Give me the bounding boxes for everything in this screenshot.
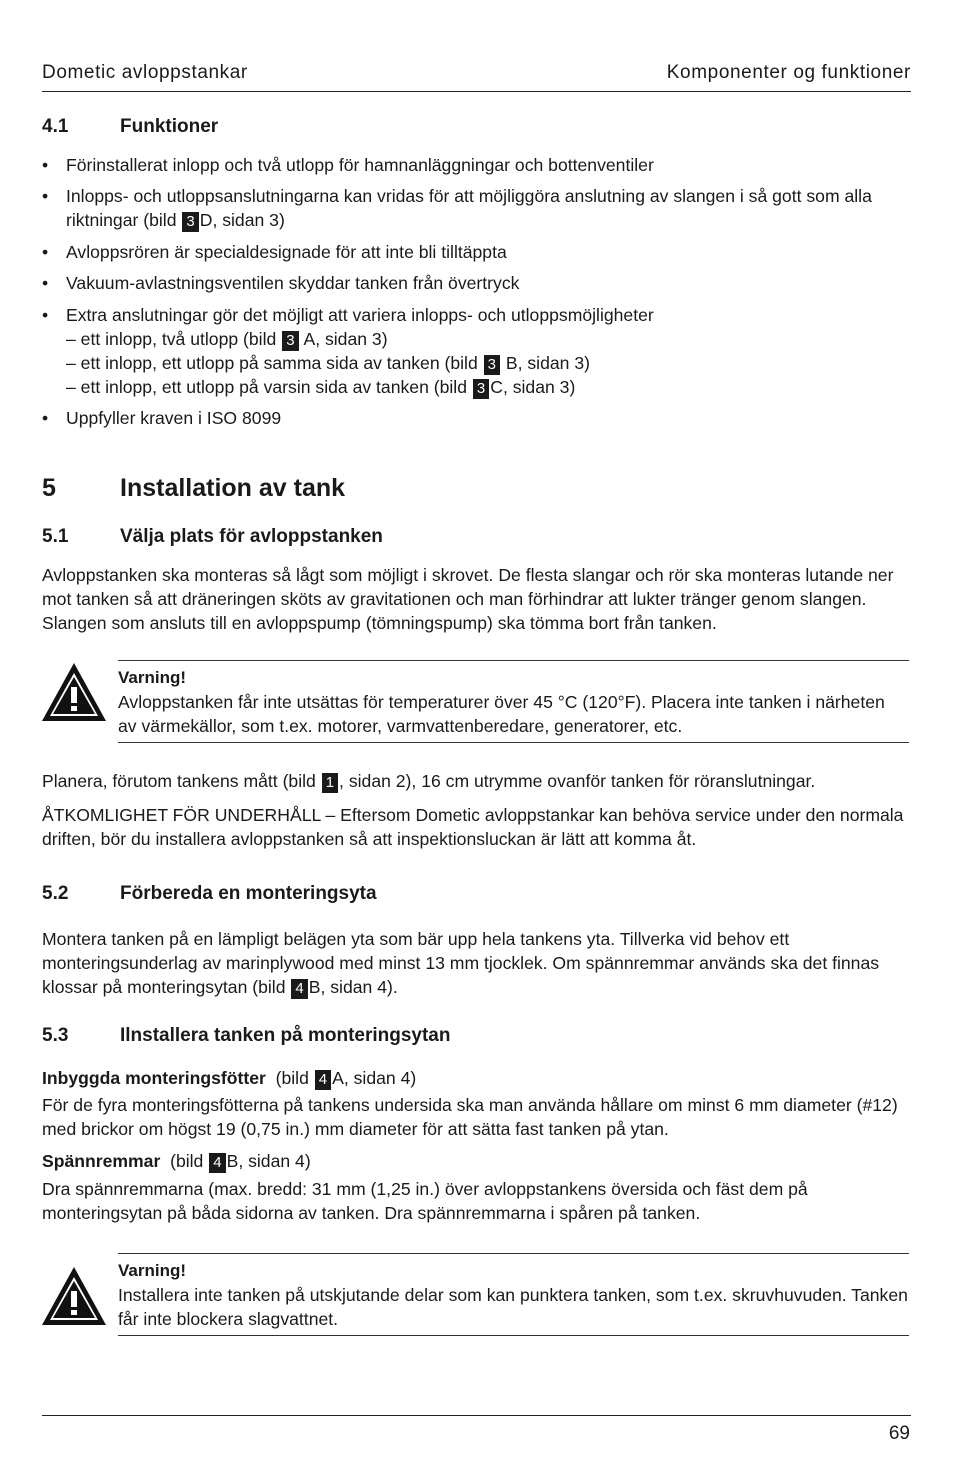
page-number: 69	[888, 1423, 910, 1444]
warning-divider	[118, 1253, 909, 1254]
figure-ref: 4	[209, 1153, 225, 1173]
paragraph: Spännremmar (bild 4 B, sidan 4)	[42, 1151, 311, 1171]
warning-icon	[40, 661, 108, 723]
warning-content	[118, 666, 908, 738]
section-title: Välja plats för avloppstanken	[120, 526, 383, 547]
paragraph: Dra spännremmarna (max. bredd: 31 mm (1,25 in.) över avloppstankens översida och fäst dem på monteringsytan på båda sidorna av tanken. Dra spännremmarna i spåren på tanken.	[42, 1179, 808, 1223]
sub-list-item: – ett inlopp, två utlopp (bild 3 A, sidan 3)	[66, 329, 388, 349]
paragraph: Inbyggda monteringsfötter (bild 4 A, sidan 4)	[42, 1068, 417, 1088]
sub-list-item: – ett inlopp, ett utlopp på samma sida av tanken (bild 3 B, sidan 3)	[66, 353, 590, 373]
header-title: Dometic avloppstankar	[42, 62, 248, 83]
paragraph: Avloppstanken ska monteras så lågt som möjligt i skrovet. De flesta slangar och rör ska monteras lutande ner mot tanken så att dräneringen sköts av gravitationen och man förhindrar att lukter tränger genom slangen. Slangen som ansluts till en avloppspump (tömningspump) ska tömma bort från tanken.	[42, 565, 894, 633]
warning-title: Varning!	[118, 668, 187, 687]
paragraph: För de fyra monteringsfötterna på tankens undersida ska man använda hållare om minst 6 mm diameter (#12) med brickor om högst 19 (0,75 in.) mm diameter för att sätta fast tanken på ytan.	[42, 1095, 898, 1139]
header-divider	[42, 91, 911, 92]
warning-icon	[40, 1265, 108, 1327]
warning-text: Avloppstanken får inte utsättas för temperaturer över 45 °C (120°F). Placera inte tanken i närheten av värmekällor, som t.ex. motorer, varmvattenberedare, generatorer, etc.	[118, 692, 885, 736]
warning-divider	[118, 1335, 909, 1336]
paragraph: Montera tanken på en lämpligt belägen yta som bär upp hela tankens yta. Tillverka vid behov ett monteringsunderlag av marinplywood med minst 13 mm tjocklek. Om spännremmar används ska det finnas klossar på monteringsytan (bild 4 B, sidan 4).	[42, 929, 880, 997]
warning-content	[118, 1259, 908, 1331]
section-title: Förbereda en monteringsyta	[120, 883, 377, 904]
header-section: Komponenter og funktioner	[666, 62, 911, 83]
section-number: 5.3	[42, 1025, 69, 1046]
chapter-number: 5	[42, 474, 56, 502]
paragraph: Planera, förutom tankens mått (bild 1 , sidan 2), 16 cm utrymme ovanför tanken för röranslutningar.	[42, 771, 816, 791]
footer-divider	[42, 1415, 911, 1416]
sub-list-item: – ett inlopp, ett utlopp på varsin sida av tanken (bild 3 C, sidan 3)	[66, 377, 576, 397]
figure-ref: 1	[322, 773, 338, 793]
warning-divider	[118, 660, 909, 661]
section-title: Ilnstallera tanken på monteringsytan	[120, 1025, 451, 1046]
warning-title: Varning!	[118, 1261, 187, 1280]
section-number: 5.2	[42, 883, 69, 904]
warning-divider	[118, 742, 909, 743]
warning-text: Installera inte tanken på utskjutande delar som kan punktera tanken, som t.ex. skruvhuvuden. Tanken får inte blockera slagvattnet.	[118, 1285, 908, 1329]
figure-ref: 3	[473, 379, 489, 399]
figure-ref: 3	[484, 355, 500, 375]
section-number: 4.1	[42, 116, 69, 137]
section-title: Funktioner	[120, 116, 219, 137]
figure-ref: 4	[315, 1070, 331, 1090]
chapter-title: Installation av tank	[120, 474, 346, 502]
figure-ref: 3	[182, 212, 198, 232]
paragraph: ÅTKOMLIGHET FÖR UNDERHÅLL – Eftersom Dometic avloppstankar kan behöva service under den normala driften, bör du installera avloppstanken så att inspektionsluckan är lätt att komma åt.	[42, 805, 904, 849]
figure-ref: 4	[291, 979, 307, 999]
section-number: 5.1	[42, 526, 69, 547]
figure-ref: 3	[282, 331, 298, 351]
